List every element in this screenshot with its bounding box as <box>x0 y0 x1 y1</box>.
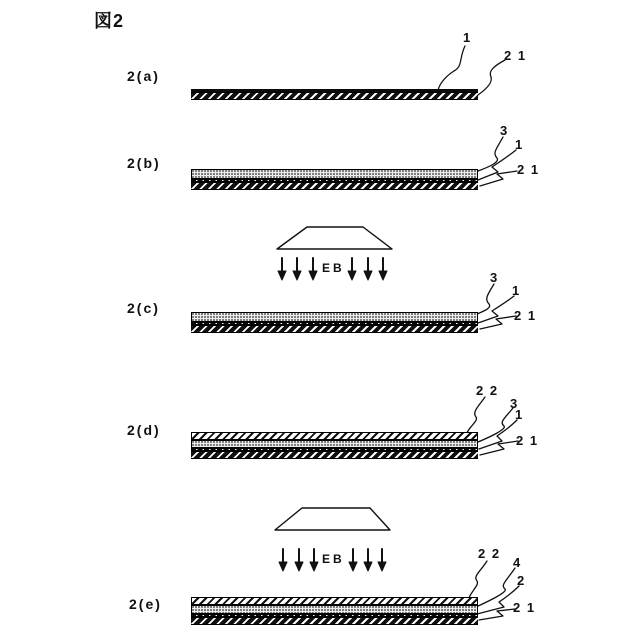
callout-layer-21: 2 1 <box>517 162 540 177</box>
layer-21 <box>191 182 478 190</box>
leader-line <box>478 408 513 442</box>
leader-line <box>480 171 517 186</box>
leader-line <box>466 397 485 436</box>
callout-layer-21: 2 1 <box>514 308 537 323</box>
figure-title: 図2 <box>94 11 125 31</box>
callout-layer-21: 2 1 <box>504 48 527 63</box>
layer-21 <box>191 617 478 625</box>
leader-line <box>438 46 465 90</box>
callout-layer-1: 1 <box>463 30 472 45</box>
panel-label: 2(c) <box>127 300 160 316</box>
leader-line <box>477 284 494 314</box>
leader-line <box>478 137 503 171</box>
layer-21 <box>191 92 478 100</box>
layer-3 <box>191 169 478 179</box>
callout-layer-22: 2 2 <box>478 546 501 561</box>
layer-22 <box>191 597 478 605</box>
eb-source-trapezoid-2 <box>275 508 390 530</box>
callout-layer-21: 2 1 <box>513 600 536 615</box>
panel-label: 2(e) <box>129 596 162 612</box>
callout-layer-2: 2 <box>517 573 526 588</box>
panel-label: 2(d) <box>127 422 161 438</box>
callout-layer-21: 2 1 <box>516 433 539 448</box>
leader-line <box>478 60 505 95</box>
eb-label-2: EB <box>322 552 345 566</box>
panel-label: 2(a) <box>127 68 160 84</box>
callout-layer-1: 1 <box>512 283 521 298</box>
layer-3 <box>191 312 478 322</box>
layer-4 <box>191 605 478 614</box>
callout-layer-22: 2 2 <box>476 383 499 398</box>
callout-layer-4: 4 <box>513 555 522 570</box>
callout-layer-1: 1 <box>515 137 524 152</box>
leader-line <box>479 609 515 620</box>
panel-label: 2(b) <box>127 155 161 171</box>
leader-line <box>480 316 516 329</box>
callout-layer-3: 3 <box>490 270 499 285</box>
layer-3 <box>191 440 478 448</box>
callout-layer-1: 1 <box>515 407 524 422</box>
leader-line <box>468 561 487 601</box>
eb-source-trapezoid-1 <box>277 227 392 249</box>
eb-label-1: EB <box>322 261 345 275</box>
callout-layer-3: 3 <box>510 396 519 411</box>
leader-line <box>476 568 515 607</box>
leader-line <box>478 150 516 180</box>
layer-21 <box>191 451 478 459</box>
layer-22 <box>191 432 478 440</box>
callout-layer-3: 3 <box>500 123 509 138</box>
leader-line <box>480 441 518 455</box>
layer-21 <box>191 325 478 333</box>
